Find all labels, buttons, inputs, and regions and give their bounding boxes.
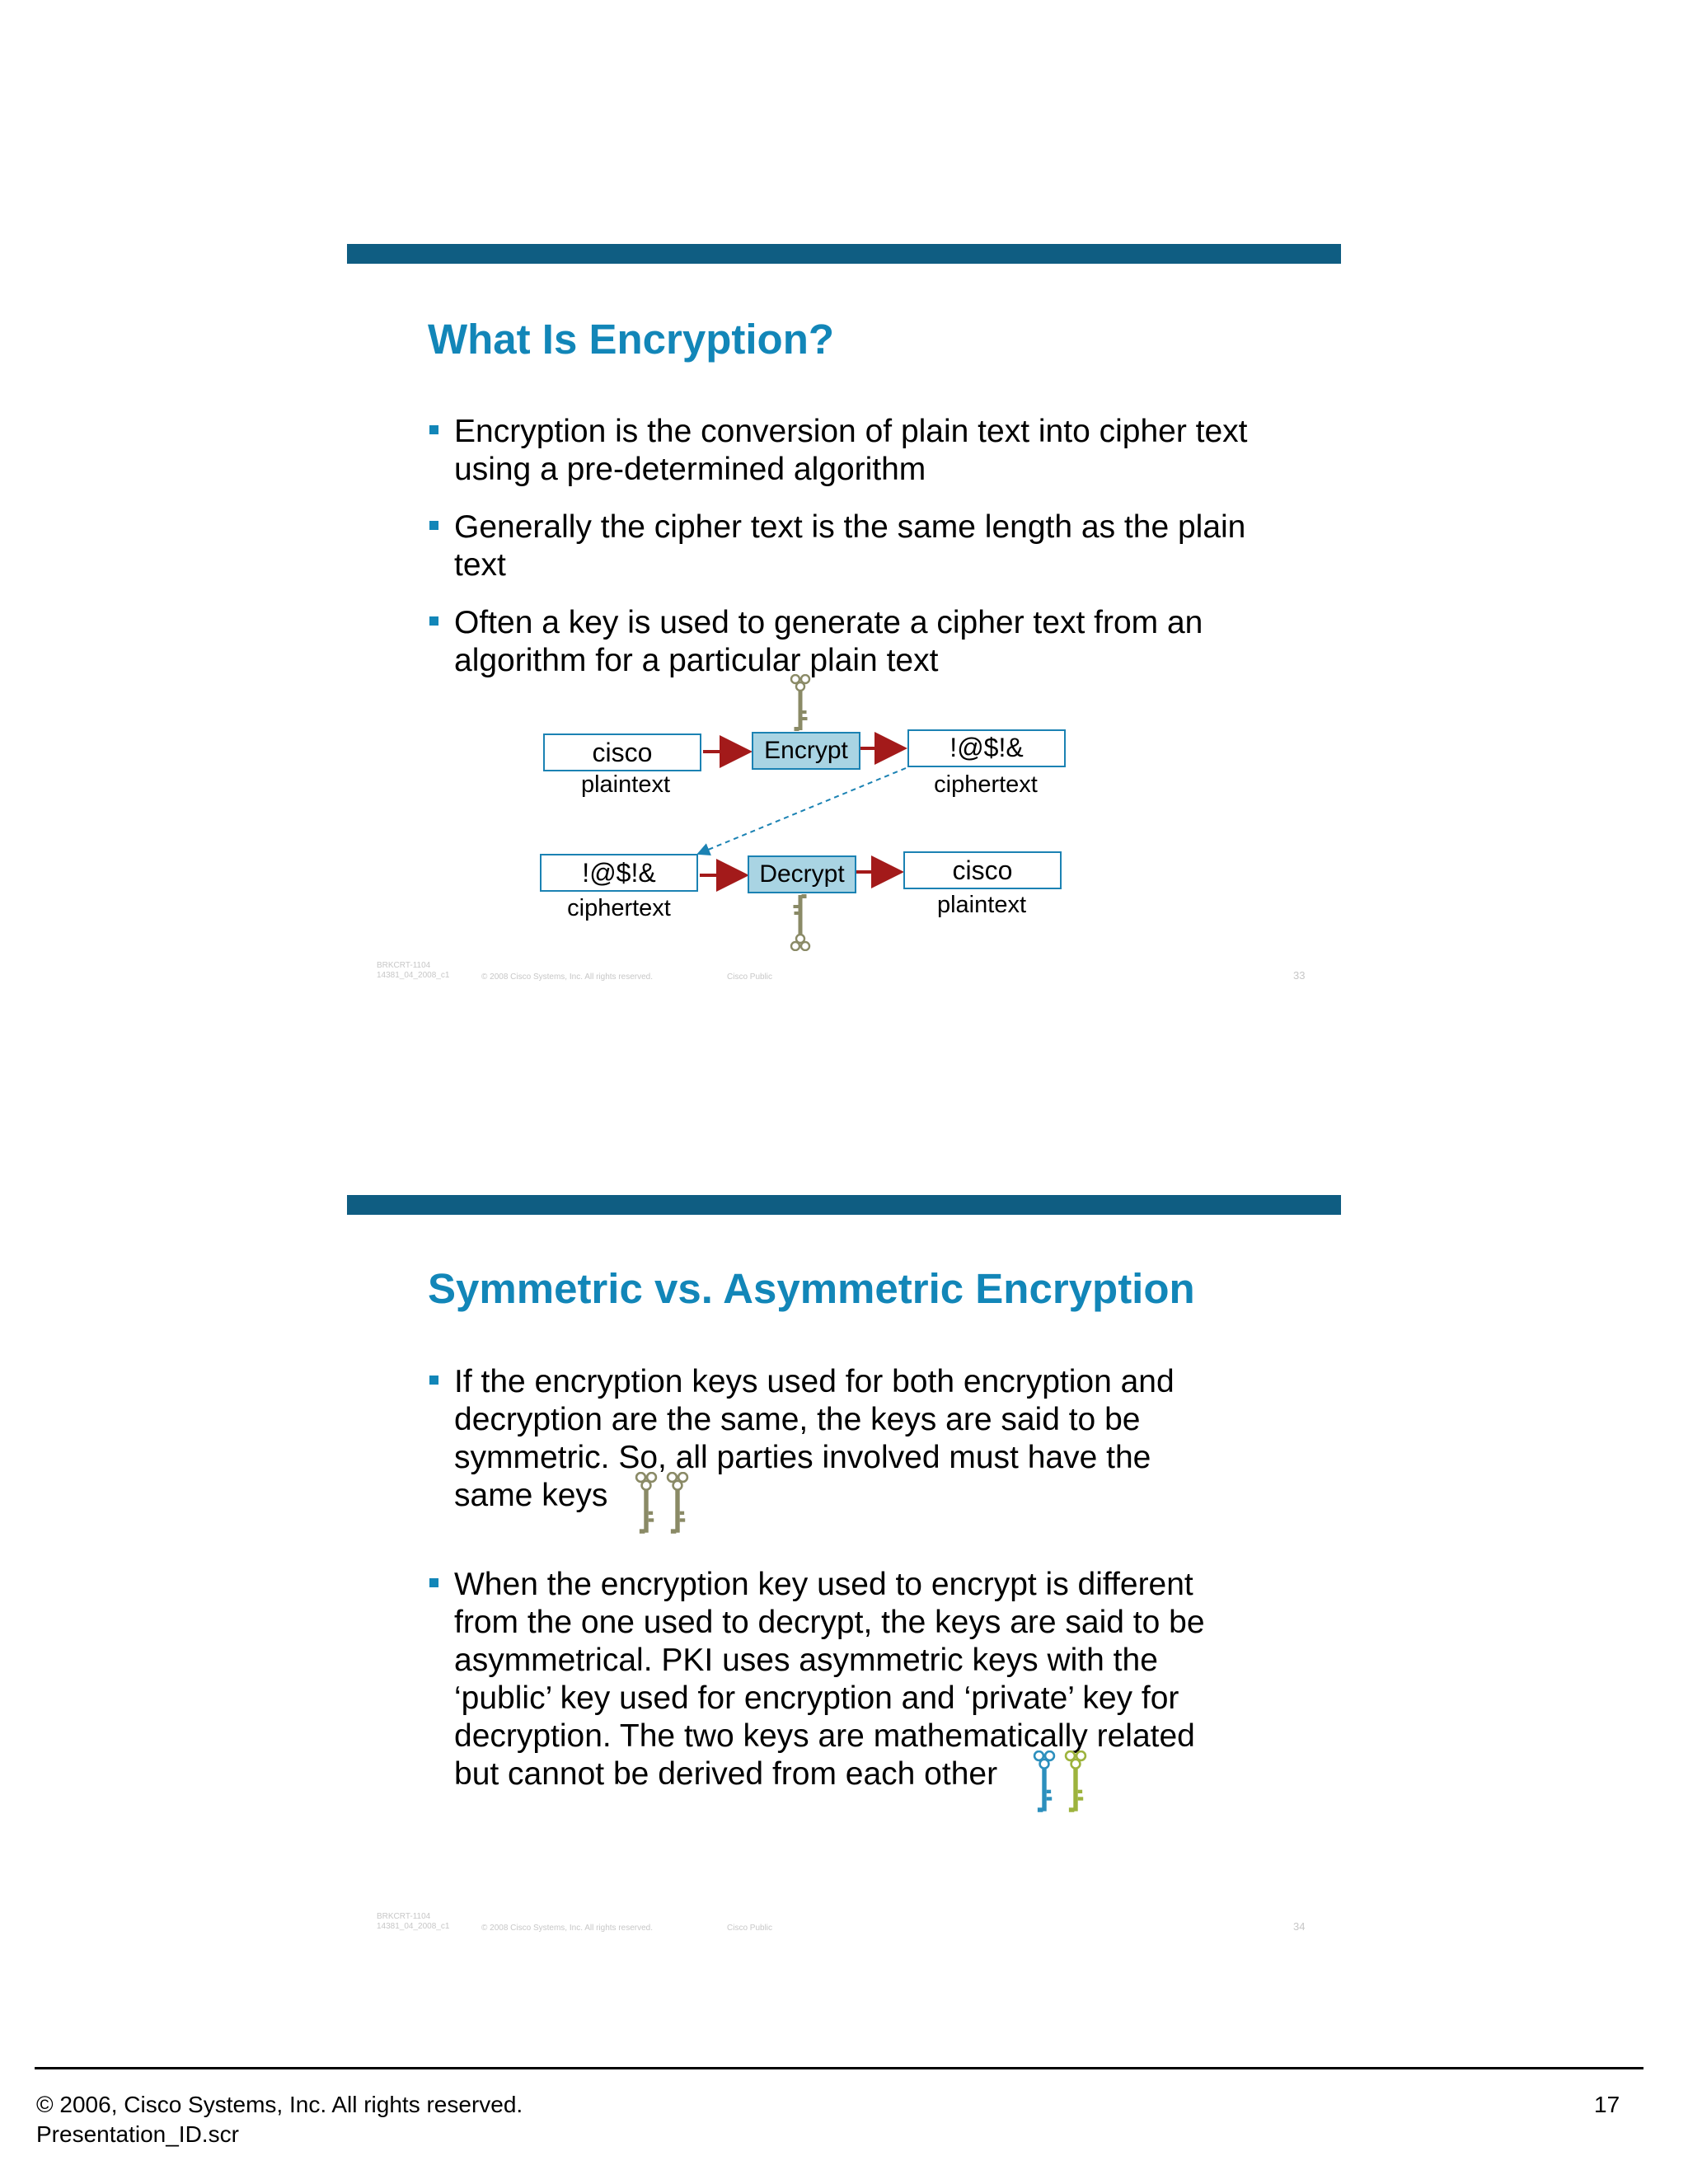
bullet-marker (429, 1578, 438, 1587)
plaintext-label: plaintext (580, 771, 670, 798)
key-icon (785, 892, 815, 951)
slide-footer-code: BRKCRT-1104 14381_04_2008_c1 (377, 961, 450, 980)
encryption-diagram (347, 244, 1341, 986)
ciphertext-label: ciphertext (567, 895, 671, 921)
symmetric-keys-icon-group (631, 1477, 702, 1515)
slide-title: Symmetric vs. Asymmetric Encryption (428, 1265, 1195, 1312)
ciphertext-input-box: !@$!& (540, 854, 698, 892)
bullet-list (428, 1363, 1236, 1813)
key-icon (663, 1472, 692, 1536)
slide-title: What Is Encryption? (428, 316, 835, 363)
slide-footer-code: BRKCRT-1104 14381_04_2008_c1 (377, 1912, 450, 1931)
bullet-text: Encryption is the conversion of plain text into cipher text using a pre-determined algorithm (454, 414, 1248, 487)
slide-what-is-encryption (347, 244, 1341, 1068)
footer-presentation-id: Presentation_ID.scr (36, 2121, 239, 2147)
slide-number: 33 (1293, 969, 1306, 982)
bullet-marker (429, 1376, 438, 1385)
bullet-text: Generally the cipher text is the same length as the plain text (454, 509, 1246, 583)
page-number: 17 (1594, 2092, 1620, 2117)
bullet-item (428, 1566, 1236, 1793)
slide-number: 34 (1293, 1920, 1306, 1933)
slide-footer-copyright: © 2008 Cisco Systems, Inc. All rights reserved. (481, 972, 654, 982)
bullet-text: Often a key is used to generate a cipher text from an algorithm for a particular plain text (454, 605, 1203, 678)
decrypt-box: Decrypt (748, 855, 856, 893)
plaintext-output-box: cisco (903, 851, 1062, 889)
key-icon (631, 1472, 661, 1536)
bullet-item (428, 1363, 1236, 1515)
asymmetric-keys-icon-group (1029, 1755, 1100, 1793)
slide-footer-copyright: © 2008 Cisco Systems, Inc. All rights reserved. (481, 1924, 654, 1933)
plaintext-label: plaintext (936, 892, 1026, 918)
encrypt-box: Encrypt (752, 732, 860, 770)
slide-footer-class: Cisco Public (727, 972, 773, 982)
bullet-text: When the encryption key used to encrypt is different from the one used to decrypt, the keys are said to be asymmetrical. PKI uses asymmetric keys with the ‘public’ key used for encryption and ‘private’ key for decryption. The two keys are mathematically related but cannot be derived from each other (454, 1567, 1205, 1792)
footer-rule (35, 2067, 1643, 2069)
ciphertext-label: ciphertext (934, 771, 1038, 798)
bullet-text: If the encryption keys used for both encryption and decryption are the same, the keys are said to be symmetric. So, all parties involved must have the same keys (454, 1364, 1175, 1513)
key-icon (785, 674, 815, 733)
slide-symmetric-vs-asymmetric (347, 1195, 1341, 2019)
key-icon (1029, 1750, 1059, 1815)
ciphertext-output-box: !@$!& (907, 729, 1066, 767)
slide-header-bar (347, 1195, 1341, 1215)
footer-copyright: © 2006, Cisco Systems, Inc. All rights reserved. (36, 2092, 523, 2117)
plaintext-input-box: cisco (543, 733, 701, 771)
slide-footer-class: Cisco Public (727, 1924, 773, 1933)
key-icon (1061, 1750, 1090, 1815)
